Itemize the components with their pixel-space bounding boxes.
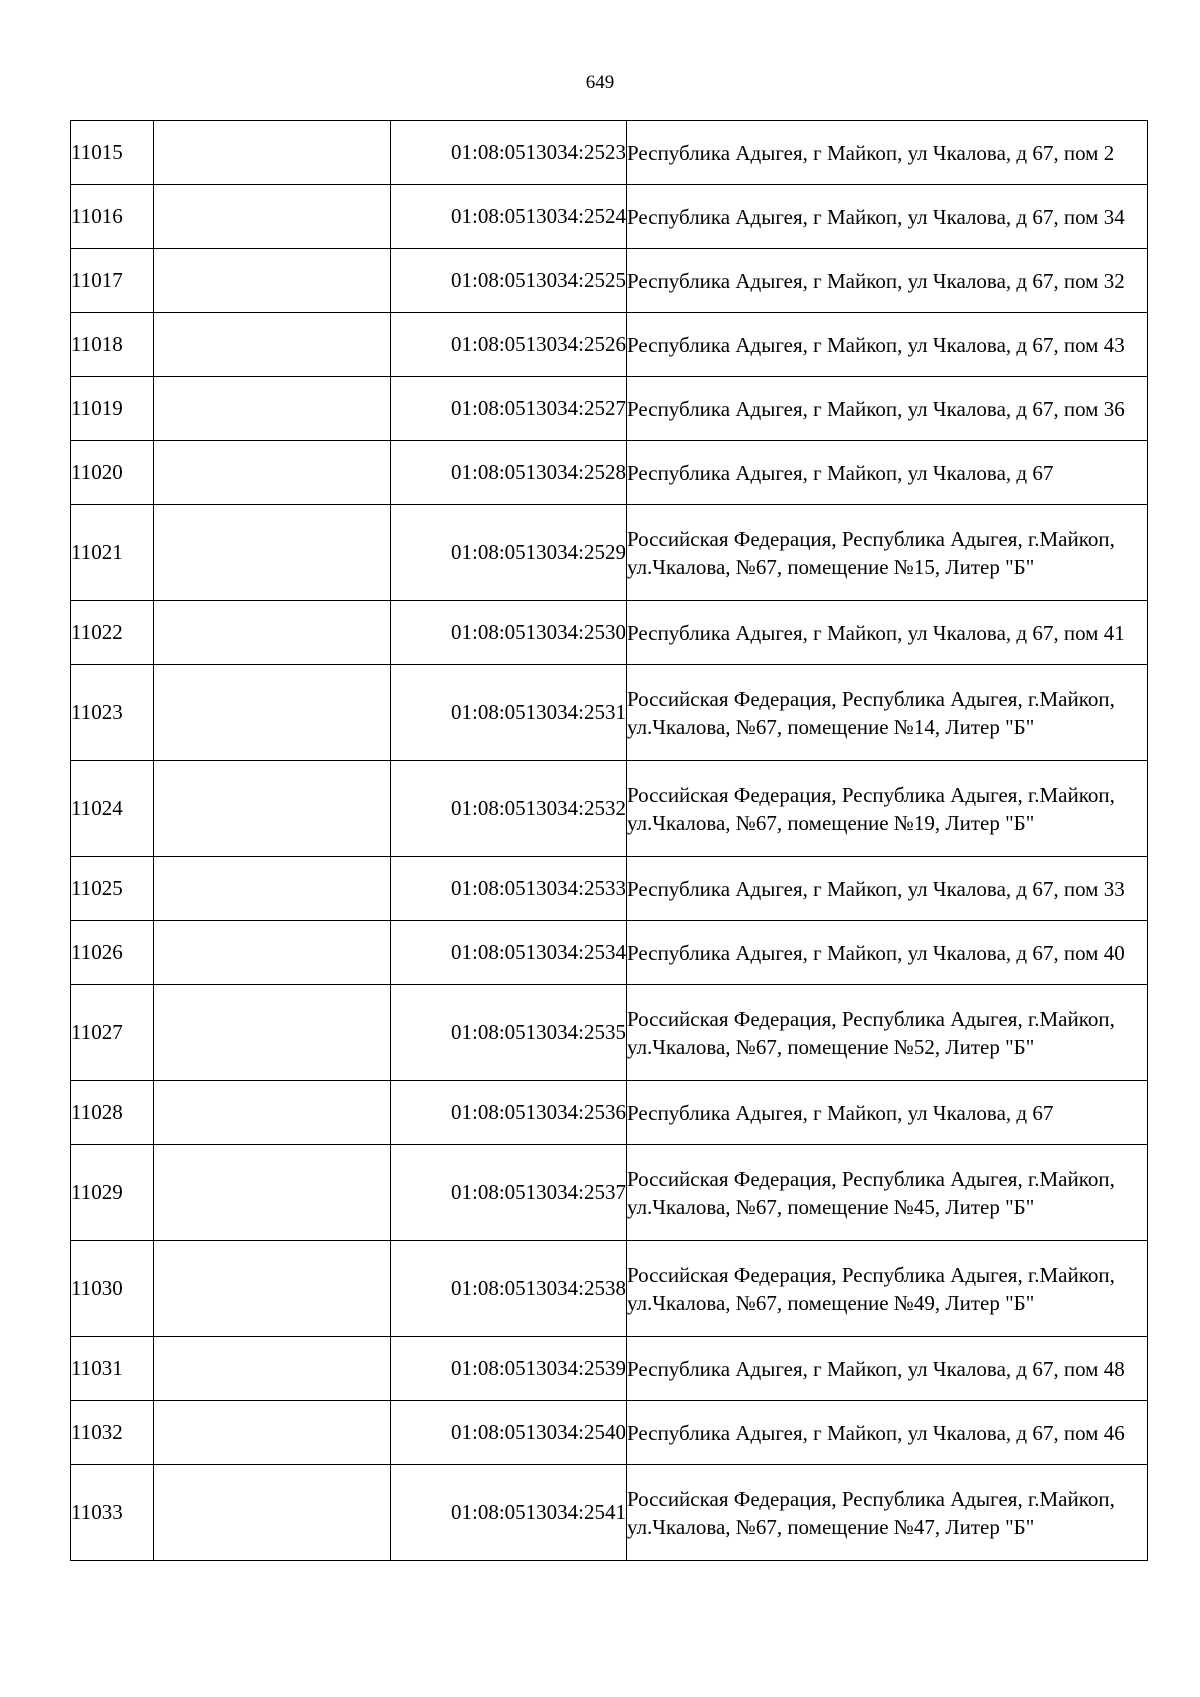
object-name: [154, 857, 391, 921]
object-name: [154, 441, 391, 505]
address: Российская Федерация, Республика Адыгея, г.Майкоп, ул.Чкалова, №67, помещение №52, Литер "Б": [627, 985, 1148, 1081]
object-name: [154, 1145, 391, 1241]
object-name: [154, 601, 391, 665]
table-row: [71, 1081, 1148, 1145]
cadastral-number: 01:08:0513034:2525: [391, 249, 627, 313]
object-name: [154, 985, 391, 1081]
row-number: 11015: [71, 121, 154, 185]
address: Республика Адыгея, г Майкоп, ул Чкалова, д 67, пом 36: [627, 377, 1148, 441]
cadastral-number: 01:08:0513034:2534: [391, 921, 627, 985]
cadastral-number: 01:08:0513034:2533: [391, 857, 627, 921]
address: Республика Адыгея, г Майкоп, ул Чкалова, д 67, пом 32: [627, 249, 1148, 313]
address: Российская Федерация, Республика Адыгея, г.Майкоп, ул.Чкалова, №67, помещение №15, Литер "Б": [627, 505, 1148, 601]
table-row: [71, 985, 1148, 1081]
table-row: [71, 185, 1148, 249]
object-name: [154, 1241, 391, 1337]
object-name: [154, 1081, 391, 1145]
row-number: 11028: [71, 1081, 154, 1145]
address: Российская Федерация, Республика Адыгея, г.Майкоп, ул.Чкалова, №67, помещение №45, Литер "Б": [627, 1145, 1148, 1241]
address: Республика Адыгея, г Майкоп, ул Чкалова, д 67, пом 46: [627, 1401, 1148, 1465]
address: Республика Адыгея, г Майкоп, ул Чкалова, д 67, пом 34: [627, 185, 1148, 249]
address: Республика Адыгея, г Майкоп, ул Чкалова, д 67, пом 41: [627, 601, 1148, 665]
row-number: 11033: [71, 1465, 154, 1561]
row-number: 11020: [71, 441, 154, 505]
object-name: [154, 185, 391, 249]
address: Республика Адыгея, г Майкоп, ул Чкалова, д 67, пом 40: [627, 921, 1148, 985]
table-row: [71, 1145, 1148, 1241]
address: Российская Федерация, Республика Адыгея, г.Майкоп, ул.Чкалова, №67, помещение №19, Литер "Б": [627, 761, 1148, 857]
address: Республика Адыгея, г Майкоп, ул Чкалова, д 67, пом 33: [627, 857, 1148, 921]
object-name: [154, 665, 391, 761]
address: Республика Адыгея, г Майкоп, ул Чкалова, д 67, пом 48: [627, 1337, 1148, 1401]
cadastral-number: 01:08:0513034:2537: [391, 1145, 627, 1241]
row-number: 11018: [71, 313, 154, 377]
object-name: [154, 313, 391, 377]
cadastral-number: 01:08:0513034:2540: [391, 1401, 627, 1465]
row-number: 11029: [71, 1145, 154, 1241]
row-number: 11022: [71, 601, 154, 665]
cadastral-number: 01:08:0513034:2530: [391, 601, 627, 665]
cadastral-number: 01:08:0513034:2532: [391, 761, 627, 857]
address: Российская Федерация, Республика Адыгея, г.Майкоп, ул.Чкалова, №67, помещение №47, Литер "Б": [627, 1465, 1148, 1561]
address: Республика Адыгея, г Майкоп, ул Чкалова, д 67: [627, 1081, 1148, 1145]
object-name: [154, 505, 391, 601]
address: Республика Адыгея, г Майкоп, ул Чкалова, д 67, пом 43: [627, 313, 1148, 377]
address: Республика Адыгея, г Майкоп, ул Чкалова, д 67, пом 2: [627, 121, 1148, 185]
table-row: [71, 601, 1148, 665]
table-row: [71, 377, 1148, 441]
table-row: [71, 505, 1148, 601]
page-number: 649: [585, 72, 615, 93]
row-number: 11024: [71, 761, 154, 857]
address: Российская Федерация, Республика Адыгея, г.Майкоп, ул.Чкалова, №67, помещение №49, Литер "Б": [627, 1241, 1148, 1337]
row-number: 11019: [71, 377, 154, 441]
table-row: [71, 665, 1148, 761]
table-row: [71, 857, 1148, 921]
property-table: [70, 120, 1148, 1561]
row-number: 11016: [71, 185, 154, 249]
cadastral-number: 01:08:0513034:2527: [391, 377, 627, 441]
row-number: 11031: [71, 1337, 154, 1401]
cadastral-number: 01:08:0513034:2526: [391, 313, 627, 377]
cadastral-number: 01:08:0513034:2538: [391, 1241, 627, 1337]
object-name: [154, 249, 391, 313]
cadastral-number: 01:08:0513034:2536: [391, 1081, 627, 1145]
cadastral-number: 01:08:0513034:2523: [391, 121, 627, 185]
row-number: 11027: [71, 985, 154, 1081]
table-row: [71, 121, 1148, 185]
table-row: [71, 1337, 1148, 1401]
object-name: [154, 1337, 391, 1401]
table-row: [71, 313, 1148, 377]
cadastral-number: 01:08:0513034:2524: [391, 185, 627, 249]
address: Российская Федерация, Республика Адыгея, г.Майкоп, ул.Чкалова, №67, помещение №14, Литер "Б": [627, 665, 1148, 761]
table-row: [71, 441, 1148, 505]
cadastral-number: 01:08:0513034:2531: [391, 665, 627, 761]
object-name: [154, 1465, 391, 1561]
object-name: [154, 921, 391, 985]
row-number: 11026: [71, 921, 154, 985]
row-number: 11023: [71, 665, 154, 761]
row-number: 11017: [71, 249, 154, 313]
cadastral-number: 01:08:0513034:2528: [391, 441, 627, 505]
row-number: 11032: [71, 1401, 154, 1465]
cadastral-number: 01:08:0513034:2539: [391, 1337, 627, 1401]
table-row: [71, 921, 1148, 985]
table-row: [71, 761, 1148, 857]
object-name: [154, 377, 391, 441]
cadastral-number: 01:08:0513034:2541: [391, 1465, 627, 1561]
table-row: [71, 1241, 1148, 1337]
table-row: [71, 249, 1148, 313]
row-number: 11030: [71, 1241, 154, 1337]
cadastral-number: 01:08:0513034:2535: [391, 985, 627, 1081]
table-row: [71, 1465, 1148, 1561]
object-name: [154, 761, 391, 857]
object-name: [154, 1401, 391, 1465]
row-number: 11021: [71, 505, 154, 601]
row-number: 11025: [71, 857, 154, 921]
cadastral-number: 01:08:0513034:2529: [391, 505, 627, 601]
object-name: [154, 121, 391, 185]
address: Республика Адыгея, г Майкоп, ул Чкалова, д 67: [627, 441, 1148, 505]
table-row: [71, 1401, 1148, 1465]
